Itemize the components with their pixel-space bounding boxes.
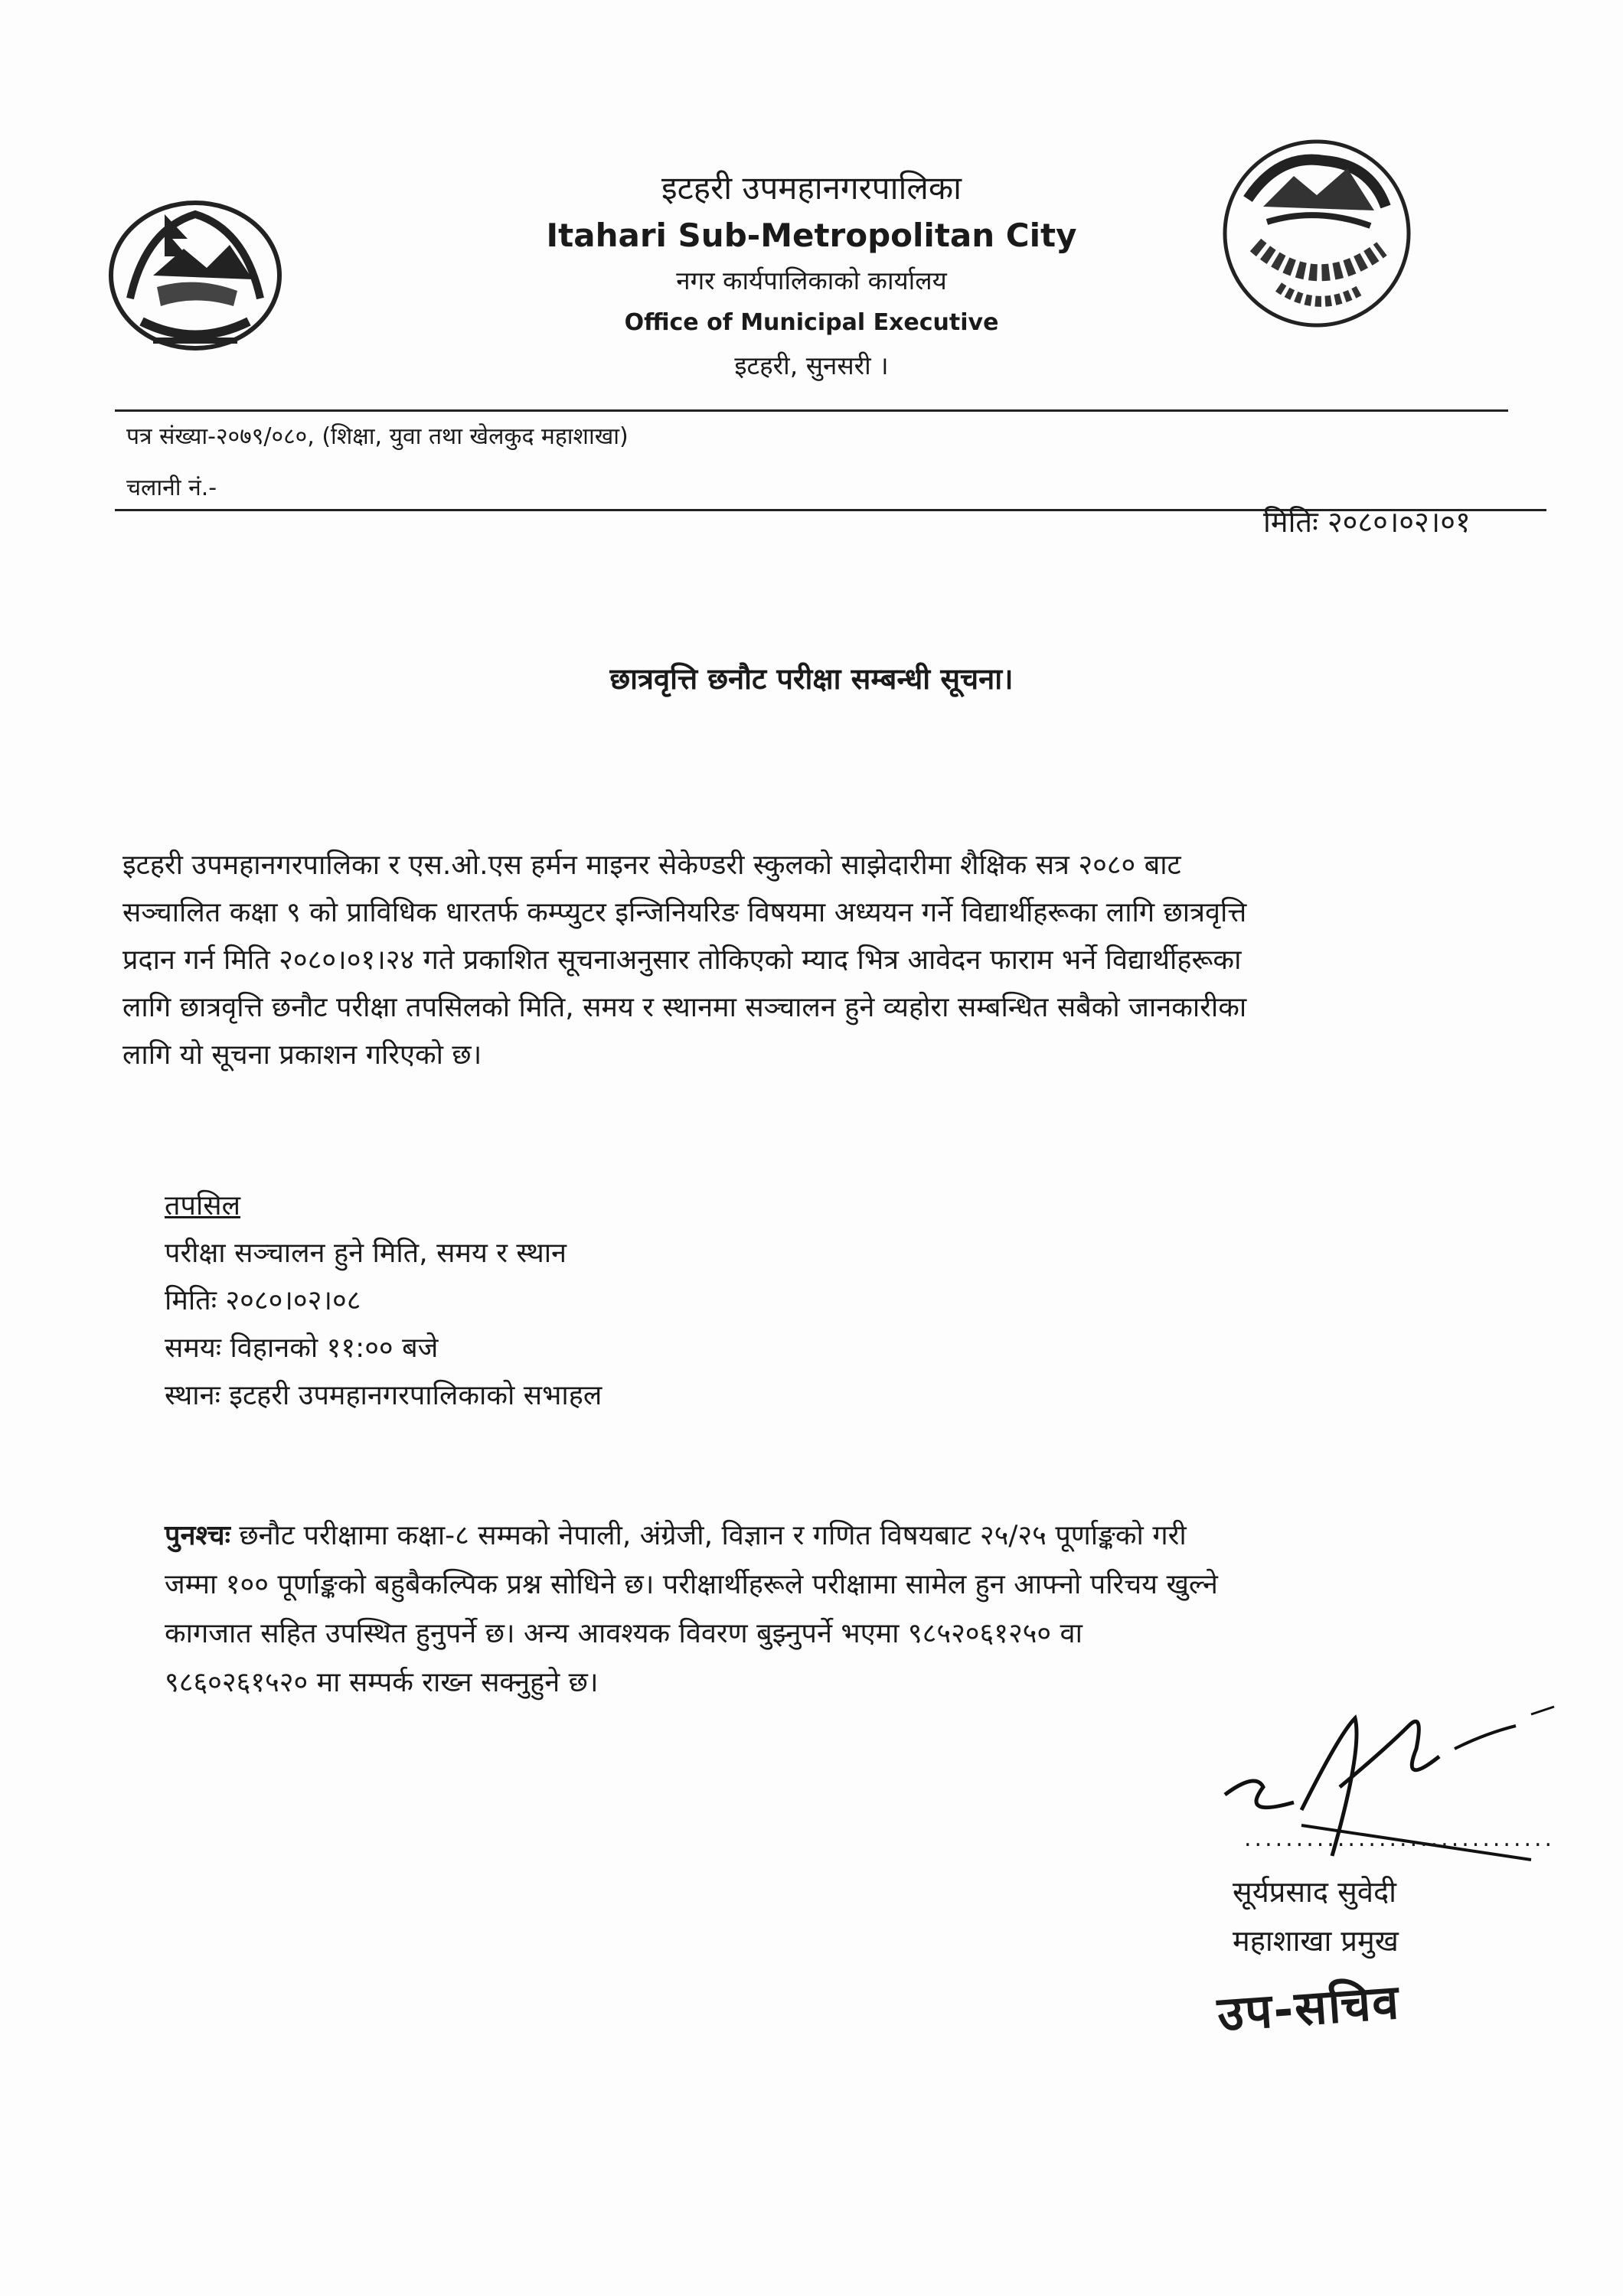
postscript: [165, 1512, 1558, 1707]
exam-date: मितिः २०८०।०२।०८: [165, 1285, 361, 1316]
notice-body: [122, 842, 1554, 1079]
signatory-block: [1233, 1867, 1399, 1965]
nepal-emblem-icon: [100, 184, 291, 360]
municipality-name-np: इटहरी उपमहानगरपालिका: [661, 169, 962, 207]
handwritten-signature: [1210, 1703, 1562, 1879]
body-line: लागि यो सूचना प्रकाशन गरिएको छ।: [122, 1039, 482, 1071]
postscript-line: कागजात सहित उपस्थित हुनुपर्ने छ। अन्य आवश्यक विवरण बुझ्नुपर्ने भएमा ९८५२०६१२५० वा: [165, 1618, 1083, 1649]
exam-venue: स्थानः इटहरी उपमहानगरपालिकाको सभाहल: [165, 1380, 603, 1411]
issue-date: मितिः २०८०।०२।०१: [1263, 505, 1471, 539]
postscript-line: ९८६०२६१५२० मा सम्पर्क राख्न सक्नुहुने छ।: [165, 1667, 599, 1698]
postscript-line: [165, 1512, 1558, 1561]
details-intro: परीक्षा सञ्चालन हुने मिति, समय र स्थान: [165, 1238, 567, 1269]
body-line: प्रदान गर्न मिति २०८०।०१।२४ गते प्रकाशित सूचनाअनुसार तोकिएको म्याद भित्र आवेदन फाराम भर्ने विद्यार्थीहरूका: [122, 944, 1242, 976]
office-location: इटहरी, सुनसरी ।: [734, 351, 889, 380]
municipality-name-en: Itahari Sub-Metropolitan City: [546, 217, 1077, 254]
letterhead: [429, 165, 1194, 388]
office-name-en: Office of Municipal Executive: [624, 309, 999, 336]
dispatch-number: चलानी नं.-: [126, 475, 217, 501]
office-name-np: नगर कार्यपालिकाको कार्यालय: [676, 266, 947, 295]
signatory-name: सूर्यप्रसाद सुवेदी: [1233, 1875, 1396, 1909]
notice-subject: छात्रवृत्ति छनौट परीक्षा सम्बन्धी सूचना।: [609, 662, 1014, 696]
signature-line: ..............................: [1244, 1825, 1556, 1852]
postscript-text: छनौट परीक्षामा कक्षा-८ सम्मको नेपाली, अंग्रेजी, विज्ञान र गणित विषयबाट २५/२५ पूर्णाङ्कको गरी: [230, 1520, 1187, 1551]
signatory-designation: महाशाखा प्रमुख: [1233, 1924, 1399, 1958]
body-line: इटहरी उपमहानगरपालिका र एस.ओ.एस हर्मन माइनर सेकेण्डरी स्कुलको साझेदारीमा शैक्षिक सत्र २०८० बाट: [122, 850, 1181, 881]
body-line: लागि छात्रवृत्ति छनौट परीक्षा तपसिलको मिति, समय र स्थानमा सञ्चालन हुने व्यहोरा सम्बन्धित सबैको जानकारीका: [122, 992, 1247, 1023]
letter-number: पत्र संख्या-२०७९/०८०, (शिक्षा, युवा तथा खेलकुद महाशाखा): [126, 423, 629, 450]
postscript-label: पुनश्चः: [165, 1520, 230, 1551]
postscript-line: जम्मा १०० पूर्णाङ्कको बहुबैकल्पिक प्रश्न सोधिने छ। परीक्षार्थीहरूले परीक्षामा सामेल हुन आफ्नो परिचय खुल्ने: [165, 1569, 1218, 1600]
header-divider-top: [115, 409, 1508, 412]
details-heading: तपसिल: [165, 1190, 241, 1221]
body-line: सञ्चालित कक्षा ९ को प्राविधिक धारतर्फ कम्प्युटर इन्जिनियरिङ विषयमा अध्ययन गर्ने विद्यार्थीहरूका लागि छात्रवृत्ति: [122, 897, 1247, 928]
exam-time: समयः विहानको ११:०० बजे: [165, 1332, 439, 1364]
designation-stamp: उप-सचिव: [1215, 1973, 1403, 2043]
municipal-seal-logo: [1194, 122, 1439, 344]
exam-details: [165, 1182, 602, 1420]
